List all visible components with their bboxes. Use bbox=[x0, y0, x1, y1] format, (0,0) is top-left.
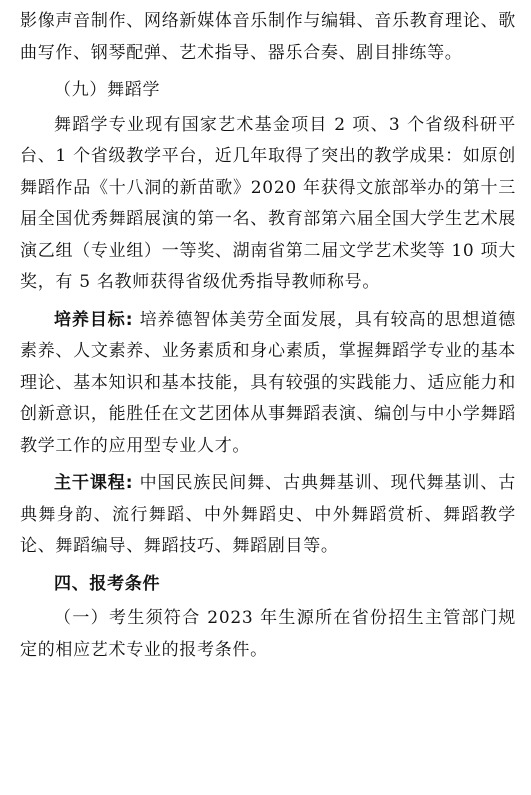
condition-1-paragraph: （一）考生须符合 2023 年生源所在省份招生主管部门规定的相应艺术专业的报考条件。 bbox=[20, 608, 516, 660]
training-goal-text: 培养德智体美劳全面发展，具有较高的思想道德素养、人文素养、业务素质和身心素质，掌握舞蹈学专业的基本理论、基本知识和基本技能，具有较强的实践能力、适应能力和创新意识，能胜任在文艺团体从事舞蹈表演、编创与中小学舞蹈教学工作的应用型专业人才。 bbox=[20, 309, 516, 456]
section-4-heading: 四、报考条件 bbox=[54, 573, 161, 594]
intro-paragraph: 影像声音制作、网络新媒体音乐制作与编辑、音乐教育理论、歌曲写作、钢琴配弹、艺术指导、器乐合奏、剧目排练等。 bbox=[20, 11, 516, 63]
main-courses-paragraph bbox=[20, 468, 516, 563]
section-9-heading: （九）舞蹈学 bbox=[54, 80, 161, 100]
training-goal-paragraph bbox=[20, 305, 516, 463]
dance-paragraph: 舞蹈学专业现有国家艺术基金项目 2 项、3 个省级科研平台、1 个省级教学平台，近几年取得了突出的教学成果：如原创舞蹈作品《十八洞的新苗歌》2020 年获得文旅部举办的第十三届全国优秀舞蹈展演的第一名、教育部第六届全国大学生艺术展演乙组（专业组）一等奖、湖南省第二届文学艺术奖等 10 项大奖，有 5 名教师获得省级优秀指导教师称号。 bbox=[20, 114, 516, 292]
main-courses-label: 主干课程: bbox=[54, 473, 134, 493]
training-goal-label: 培养目标: bbox=[54, 309, 134, 330]
main-courses-text: 中国民族民间舞、古典舞基训、现代舞基训、古典舞身韵、流行舞蹈、中外舞蹈史、中外舞蹈赏析、舞蹈教学论、舞蹈编导、舞蹈技巧、舞蹈剧目等。 bbox=[20, 473, 516, 556]
document-page bbox=[20, 6, 516, 666]
